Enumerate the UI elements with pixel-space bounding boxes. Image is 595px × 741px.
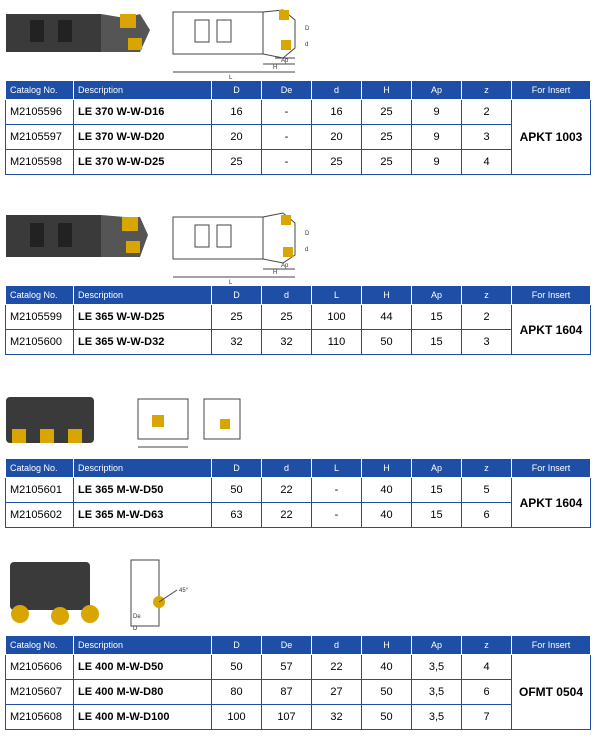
value-h: 44 <box>362 305 412 330</box>
col-d-shank: d <box>262 459 312 478</box>
value-z: 6 <box>462 503 512 528</box>
value-h: 25 <box>362 150 412 175</box>
shank-shape <box>6 14 101 52</box>
value-h: 50 <box>362 680 412 705</box>
dim-label-h: H <box>273 65 278 71</box>
value-h: 40 <box>362 655 412 680</box>
table-section-1 <box>5 80 591 175</box>
col-z: z <box>462 81 512 100</box>
catalog-no: M2105608 <box>6 705 74 730</box>
catalog-no: M2105596 <box>6 100 74 125</box>
value-h: 50 <box>362 705 412 730</box>
value-de: 87 <box>262 680 312 705</box>
col-description: Description <box>74 636 212 655</box>
dim-label-d-shank: d <box>305 42 309 48</box>
col-for-insert: For Insert <box>512 286 591 305</box>
header-row <box>6 286 591 305</box>
round-insert-icon <box>11 605 29 623</box>
value-z: 6 <box>462 680 512 705</box>
catalog-no: M2105606 <box>6 655 74 680</box>
value-z: 7 <box>462 705 512 730</box>
col-d-outer: D <box>212 459 262 478</box>
table-row <box>6 680 591 705</box>
value-d-shank: 16 <box>312 100 362 125</box>
value-h: 40 <box>362 503 412 528</box>
value-d-outer: 100 <box>212 705 262 730</box>
insert-type: APKT 1604 <box>512 305 591 355</box>
insert-icon <box>40 429 54 443</box>
description: LE 365 M-W-D63 <box>74 503 212 528</box>
section-1-images <box>0 0 595 80</box>
catalog-no: M2105598 <box>6 150 74 175</box>
insert-icon <box>126 241 140 253</box>
table-row <box>6 150 591 175</box>
table-section-3 <box>5 458 591 528</box>
value-d-outer: 20 <box>212 125 262 150</box>
dim-label-d-outer: D <box>133 626 138 632</box>
face-mill-photo-3 <box>0 385 595 458</box>
face-mill-photo-4 <box>0 552 595 635</box>
col-l: L <box>312 459 362 478</box>
col-for-insert: For Insert <box>512 459 591 478</box>
col-h: H <box>362 636 412 655</box>
value-l: - <box>312 503 362 528</box>
value-de: - <box>262 100 312 125</box>
dim-label-h: H <box>273 270 278 276</box>
value-h: 25 <box>362 125 412 150</box>
col-ap: Ap <box>412 459 462 478</box>
catalog-no: M2105597 <box>6 125 74 150</box>
value-d-outer: 63 <box>212 503 262 528</box>
value-ap: 3,5 <box>412 680 462 705</box>
table-row <box>6 705 591 730</box>
table-section-4 <box>5 635 591 730</box>
col-ap: Ap <box>412 636 462 655</box>
value-d-outer: 16 <box>212 100 262 125</box>
col-l: L <box>312 286 362 305</box>
dim-label-d-outer: D <box>305 26 310 32</box>
col-z: z <box>462 286 512 305</box>
col-d-outer: D <box>212 81 262 100</box>
value-z: 3 <box>462 330 512 355</box>
table-row <box>6 330 591 355</box>
value-ap: 15 <box>412 330 462 355</box>
insert-icon <box>120 14 136 28</box>
value-d-outer: 50 <box>212 655 262 680</box>
description: LE 400 M-W-D80 <box>74 680 212 705</box>
catalog-no: M2105599 <box>6 305 74 330</box>
col-ap: Ap <box>412 286 462 305</box>
col-h: H <box>362 459 412 478</box>
value-de: 57 <box>262 655 312 680</box>
value-d-shank: 32 <box>262 330 312 355</box>
table-row <box>6 503 591 528</box>
section-3-images <box>0 385 595 458</box>
col-for-insert: For Insert <box>512 81 591 100</box>
dim-label-ap: Ap <box>281 263 289 269</box>
description: LE 365 M-W-D50 <box>74 478 212 503</box>
description: LE 370 W-W-D25 <box>74 150 212 175</box>
value-ap: 15 <box>412 478 462 503</box>
insert-icon <box>128 38 142 50</box>
value-de: - <box>262 125 312 150</box>
col-ap: Ap <box>412 81 462 100</box>
value-h: 40 <box>362 478 412 503</box>
value-ap: 3,5 <box>412 655 462 680</box>
table-row <box>6 478 591 503</box>
value-d-outer: 80 <box>212 680 262 705</box>
value-d-outer: 25 <box>212 150 262 175</box>
dim-label-d-outer: D <box>305 231 310 237</box>
col-d-shank: d <box>262 286 312 305</box>
value-z: 5 <box>462 478 512 503</box>
dim-label-ap: Ap <box>281 58 289 64</box>
col-description: Description <box>74 459 212 478</box>
value-z: 2 <box>462 305 512 330</box>
insert-icon <box>68 429 82 443</box>
value-ap: 15 <box>412 503 462 528</box>
col-h: H <box>362 81 412 100</box>
description: LE 400 M-W-D100 <box>74 705 212 730</box>
col-for-insert: For Insert <box>512 636 591 655</box>
value-de: - <box>262 150 312 175</box>
description: LE 370 W-W-D16 <box>74 100 212 125</box>
value-z: 4 <box>462 655 512 680</box>
dim-label-l: L <box>229 75 233 80</box>
col-d-outer: D <box>212 286 262 305</box>
catalog-no: M2105602 <box>6 503 74 528</box>
catalog-no: M2105601 <box>6 478 74 503</box>
value-d-shank: 25 <box>312 150 362 175</box>
value-d-outer: 25 <box>212 305 262 330</box>
dim-label-de: De <box>133 614 141 620</box>
value-l: 100 <box>312 305 362 330</box>
table-section-2 <box>5 285 591 355</box>
table-row <box>6 655 591 680</box>
col-d-shank: d <box>312 81 362 100</box>
value-ap: 9 <box>412 125 462 150</box>
technical-drawing-1 <box>165 0 335 80</box>
col-z: z <box>462 459 512 478</box>
insert-icon <box>122 217 138 231</box>
technical-drawing-4 <box>125 552 215 635</box>
round-insert-icon <box>51 607 69 625</box>
description: LE 400 M-W-D50 <box>74 655 212 680</box>
insert-type: APKT 1003 <box>512 100 591 175</box>
insert-icon <box>12 429 26 443</box>
col-catalog-no: Catalog No. <box>6 81 74 100</box>
value-d-outer: 32 <box>212 330 262 355</box>
round-insert-icon <box>81 605 99 623</box>
value-de: 107 <box>262 705 312 730</box>
value-d-shank: 27 <box>312 680 362 705</box>
col-catalog-no: Catalog No. <box>6 459 74 478</box>
value-d-shank: 22 <box>312 655 362 680</box>
value-d-shank: 25 <box>262 305 312 330</box>
catalog-no: M2105607 <box>6 680 74 705</box>
description: LE 365 W-W-D32 <box>74 330 212 355</box>
description: LE 370 W-W-D20 <box>74 125 212 150</box>
col-de: De <box>262 636 312 655</box>
col-h: H <box>362 286 412 305</box>
dim-label-angle: 45° <box>179 588 189 594</box>
value-d-shank: 20 <box>312 125 362 150</box>
col-d-outer: D <box>212 636 262 655</box>
header-row <box>6 636 591 655</box>
insert-type: APKT 1604 <box>512 478 591 528</box>
value-l: 110 <box>312 330 362 355</box>
value-z: 2 <box>462 100 512 125</box>
cutter-body-shape <box>10 562 90 610</box>
col-z: z <box>462 636 512 655</box>
col-catalog-no: Catalog No. <box>6 636 74 655</box>
shank-shape <box>6 215 101 257</box>
value-h: 50 <box>362 330 412 355</box>
value-z: 3 <box>462 125 512 150</box>
table-row <box>6 125 591 150</box>
header-row <box>6 81 591 100</box>
technical-drawing-2 <box>165 205 335 285</box>
col-description: Description <box>74 81 212 100</box>
value-d-shank: 22 <box>262 503 312 528</box>
value-ap: 3,5 <box>412 705 462 730</box>
value-z: 4 <box>462 150 512 175</box>
dim-label-d-shank: d <box>305 247 309 253</box>
col-d-shank: d <box>312 636 362 655</box>
header-row <box>6 459 591 478</box>
dim-label-l: L <box>229 280 233 285</box>
col-catalog-no: Catalog No. <box>6 286 74 305</box>
col-de: De <box>262 81 312 100</box>
section-4-images <box>0 552 595 635</box>
value-ap: 15 <box>412 305 462 330</box>
value-d-shank: 22 <box>262 478 312 503</box>
value-d-outer: 50 <box>212 478 262 503</box>
value-ap: 9 <box>412 100 462 125</box>
table-row <box>6 305 591 330</box>
value-d-shank: 32 <box>312 705 362 730</box>
catalog-no: M2105600 <box>6 330 74 355</box>
section-2-images <box>0 205 595 285</box>
insert-type: OFMT 0504 <box>512 655 591 730</box>
value-h: 25 <box>362 100 412 125</box>
table-row <box>6 100 591 125</box>
description: LE 365 W-W-D25 <box>74 305 212 330</box>
technical-drawing-3b <box>198 385 278 458</box>
value-ap: 9 <box>412 150 462 175</box>
value-l: - <box>312 478 362 503</box>
col-description: Description <box>74 286 212 305</box>
